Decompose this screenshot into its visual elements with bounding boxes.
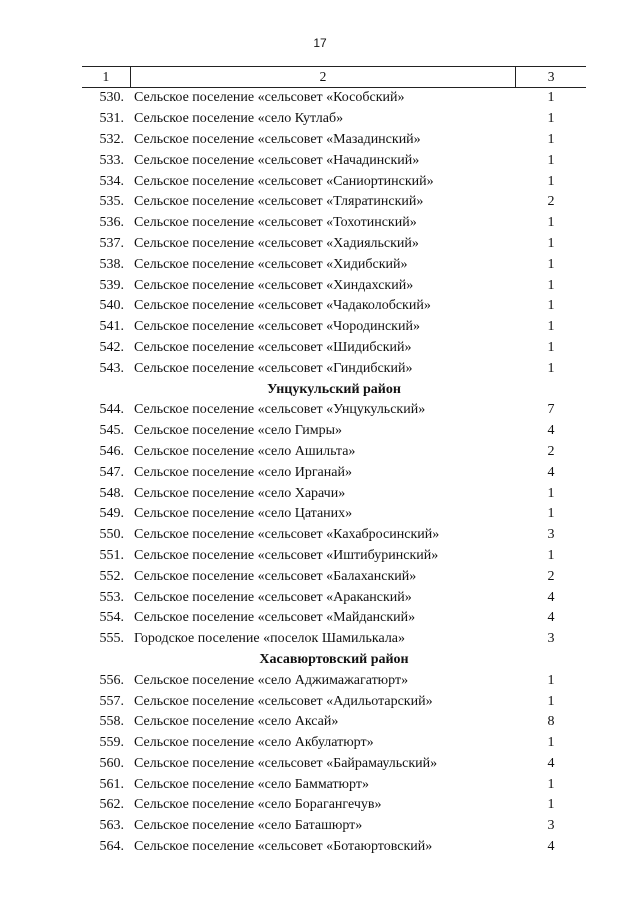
table-row: [82, 816, 586, 837]
section-heading: Хасавюртовский район: [259, 651, 409, 667]
row-value: 7: [547, 402, 555, 418]
row-number: 562.: [99, 797, 124, 813]
table-row: [82, 733, 586, 754]
table-row: [82, 150, 586, 171]
table-row: [82, 254, 586, 275]
table-row: [82, 317, 586, 338]
settlement-name: Сельское поселение «село Борагангечув»: [134, 797, 382, 813]
row-value: 1: [547, 173, 555, 189]
table-row: [82, 171, 586, 192]
section-heading: Унцукульский район: [267, 381, 401, 397]
settlement-name: Сельское поселение «сельсовет «Унцукульский»: [134, 402, 426, 418]
settlement-name: Городское поселение «поселок Шамилькала»: [134, 631, 406, 647]
row-value: 4: [547, 589, 555, 605]
row-value: 1: [547, 215, 555, 231]
row-value: 3: [547, 818, 555, 834]
table-body: [82, 88, 586, 857]
settlement-name: Сельское поселение «сельсовет «Тляратинский»: [134, 194, 424, 210]
row-value: 1: [547, 735, 555, 751]
row-value: 4: [547, 839, 555, 855]
row-number: 560.: [99, 755, 124, 771]
row-value: 1: [547, 90, 555, 106]
table-row: [82, 130, 586, 151]
settlement-name: Сельское поселение «сельсовет «Хадияльский»: [134, 235, 419, 251]
settlement-name: Сельское поселение «сельсовет «Чородинский»: [134, 319, 420, 335]
row-number: 542.: [99, 339, 124, 355]
table-row: [82, 629, 586, 650]
row-value: 1: [547, 256, 555, 272]
table-row: [82, 400, 586, 421]
row-number: 536.: [99, 215, 124, 231]
settlement-name: Сельское поселение «село Аксай»: [134, 714, 339, 730]
row-number: 559.: [99, 735, 124, 751]
settlement-name: Сельское поселение «село Аджимажагатюрт»: [134, 672, 409, 688]
settlement-name: Сельское поселение «село Акбулатюрт»: [134, 735, 374, 751]
table-row: [82, 754, 586, 775]
settlement-name: Сельское поселение «село Ирганай»: [134, 464, 352, 480]
row-number: 531.: [99, 111, 124, 127]
table-row: [82, 566, 586, 587]
table-row: [82, 712, 586, 733]
row-value: 1: [547, 277, 555, 293]
document-table: [82, 66, 586, 857]
row-number: 557.: [99, 693, 124, 709]
row-number: 563.: [99, 818, 124, 834]
row-value: 1: [547, 298, 555, 314]
row-value: 1: [547, 672, 555, 688]
settlement-name: Сельское поселение «сельсовет «Ботаюртовский»: [134, 839, 433, 855]
table-row: [82, 358, 586, 379]
row-number: 558.: [99, 714, 124, 730]
settlement-name: Сельское поселение «сельсовет «Кахабросинский»: [134, 527, 440, 543]
row-value: 3: [547, 527, 555, 543]
settlement-name: Сельское поселение «сельсовет «Кособский»: [134, 90, 405, 106]
table-row: [82, 546, 586, 567]
row-number: 554.: [99, 610, 124, 626]
settlement-name: Сельское поселение «село Баташюрт»: [134, 818, 363, 834]
settlement-name: Сельское поселение «село Бамматюрт»: [134, 776, 369, 792]
row-value: 1: [547, 797, 555, 813]
table-row: [82, 442, 586, 463]
row-value: 1: [547, 235, 555, 251]
settlement-name: Сельское поселение «сельсовет «Начадинский»: [134, 152, 420, 168]
row-number: 544.: [99, 402, 124, 418]
table-row: [82, 275, 586, 296]
settlement-name: Сельское поселение «сельсовет «Чадаколобский»: [134, 298, 431, 314]
row-value: 4: [547, 610, 555, 626]
row-number: 532.: [99, 131, 124, 147]
settlement-name: Сельское поселение «село Цатаних»: [134, 506, 353, 522]
settlement-name: Сельское поселение «сельсовет «Хиндахский»: [134, 277, 414, 293]
table-row: [82, 504, 586, 525]
row-number: 556.: [99, 672, 124, 688]
row-number: 541.: [99, 319, 124, 335]
table-row: [82, 608, 586, 629]
settlement-name: Сельское поселение «сельсовет «Саниортинский»: [134, 173, 434, 189]
row-value: 2: [547, 443, 555, 459]
row-number: 533.: [99, 152, 124, 168]
settlement-name: Сельское поселение «сельсовет «Адильотарский»: [134, 693, 433, 709]
row-value: 1: [547, 339, 555, 355]
row-number: 535.: [99, 194, 124, 210]
table-row: [82, 192, 586, 213]
row-number: 551.: [99, 547, 124, 563]
row-number: 548.: [99, 485, 124, 501]
settlement-name: Сельское поселение «село Ашильта»: [134, 443, 356, 459]
row-value: 3: [547, 631, 555, 647]
table-row: [82, 462, 586, 483]
row-number: 539.: [99, 277, 124, 293]
column-header-2: 2: [131, 67, 516, 87]
row-value: 1: [547, 131, 555, 147]
table-header: [82, 66, 586, 88]
table-row: [82, 213, 586, 234]
row-number: 534.: [99, 173, 124, 189]
row-number: 543.: [99, 360, 124, 376]
row-number: 547.: [99, 464, 124, 480]
row-value: 1: [547, 111, 555, 127]
column-header-1: 1: [82, 67, 131, 87]
settlement-name: Сельское поселение «сельсовет «Балаханский»: [134, 568, 417, 584]
settlement-name: Сельское поселение «сельсовет «Байрамаульский»: [134, 755, 438, 771]
settlement-name: Сельское поселение «сельсовет «Хидибский»: [134, 256, 408, 272]
table-row: [82, 525, 586, 546]
settlement-name: Сельское поселение «сельсовет «Майданский»: [134, 610, 416, 626]
settlement-name: Сельское поселение «сельсовет «Шидибский»: [134, 339, 412, 355]
table-row: [82, 338, 586, 359]
table-row: [82, 837, 586, 858]
settlement-name: Сельское поселение «сельсовет «Тохотинский»: [134, 215, 417, 231]
row-number: 545.: [99, 423, 124, 439]
table-row: [82, 234, 586, 255]
settlement-name: Сельское поселение «сельсовет «Мазадинский»: [134, 131, 421, 147]
settlement-name: Сельское поселение «сельсовет «Иштибуринский»: [134, 547, 439, 563]
row-value: 1: [547, 319, 555, 335]
table-row: [82, 88, 586, 109]
row-number: 537.: [99, 235, 124, 251]
row-value: 1: [547, 776, 555, 792]
row-number: 561.: [99, 776, 124, 792]
row-value: 1: [547, 547, 555, 563]
row-number: 530.: [99, 90, 124, 106]
settlement-name: Сельское поселение «село Кутлаб»: [134, 111, 344, 127]
row-value: 1: [547, 152, 555, 168]
table-row: [82, 483, 586, 504]
row-value: 4: [547, 464, 555, 480]
table-row: [82, 587, 586, 608]
row-number: 546.: [99, 443, 124, 459]
settlement-name: Сельское поселение «сельсовет «Араканский»: [134, 589, 412, 605]
row-number: 555.: [99, 631, 124, 647]
row-value: 2: [547, 194, 555, 210]
table-row: [82, 795, 586, 816]
row-number: 564.: [99, 839, 124, 855]
row-value: 4: [547, 755, 555, 771]
row-value: 2: [547, 568, 555, 584]
row-value: 1: [547, 693, 555, 709]
row-number: 549.: [99, 506, 124, 522]
row-value: 1: [547, 506, 555, 522]
page-number: 17: [313, 36, 327, 50]
table-row: [82, 670, 586, 691]
table-row: [82, 109, 586, 130]
settlement-name: Сельское поселение «село Гимры»: [134, 423, 343, 439]
row-value: 1: [547, 360, 555, 376]
row-number: 553.: [99, 589, 124, 605]
row-value: 8: [547, 714, 555, 730]
table-row: [82, 296, 586, 317]
row-number: 538.: [99, 256, 124, 272]
table-row: [82, 691, 586, 712]
table-row: [82, 421, 586, 442]
row-value: 4: [547, 423, 555, 439]
settlement-name: Сельское поселение «село Харачи»: [134, 485, 346, 501]
column-header-3: 3: [547, 69, 555, 84]
row-number: 550.: [99, 527, 124, 543]
table-row: [82, 774, 586, 795]
row-value: 1: [547, 485, 555, 501]
settlement-name: Сельское поселение «сельсовет «Гиндибский»: [134, 360, 413, 376]
row-number: 552.: [99, 568, 124, 584]
row-number: 540.: [99, 298, 124, 314]
